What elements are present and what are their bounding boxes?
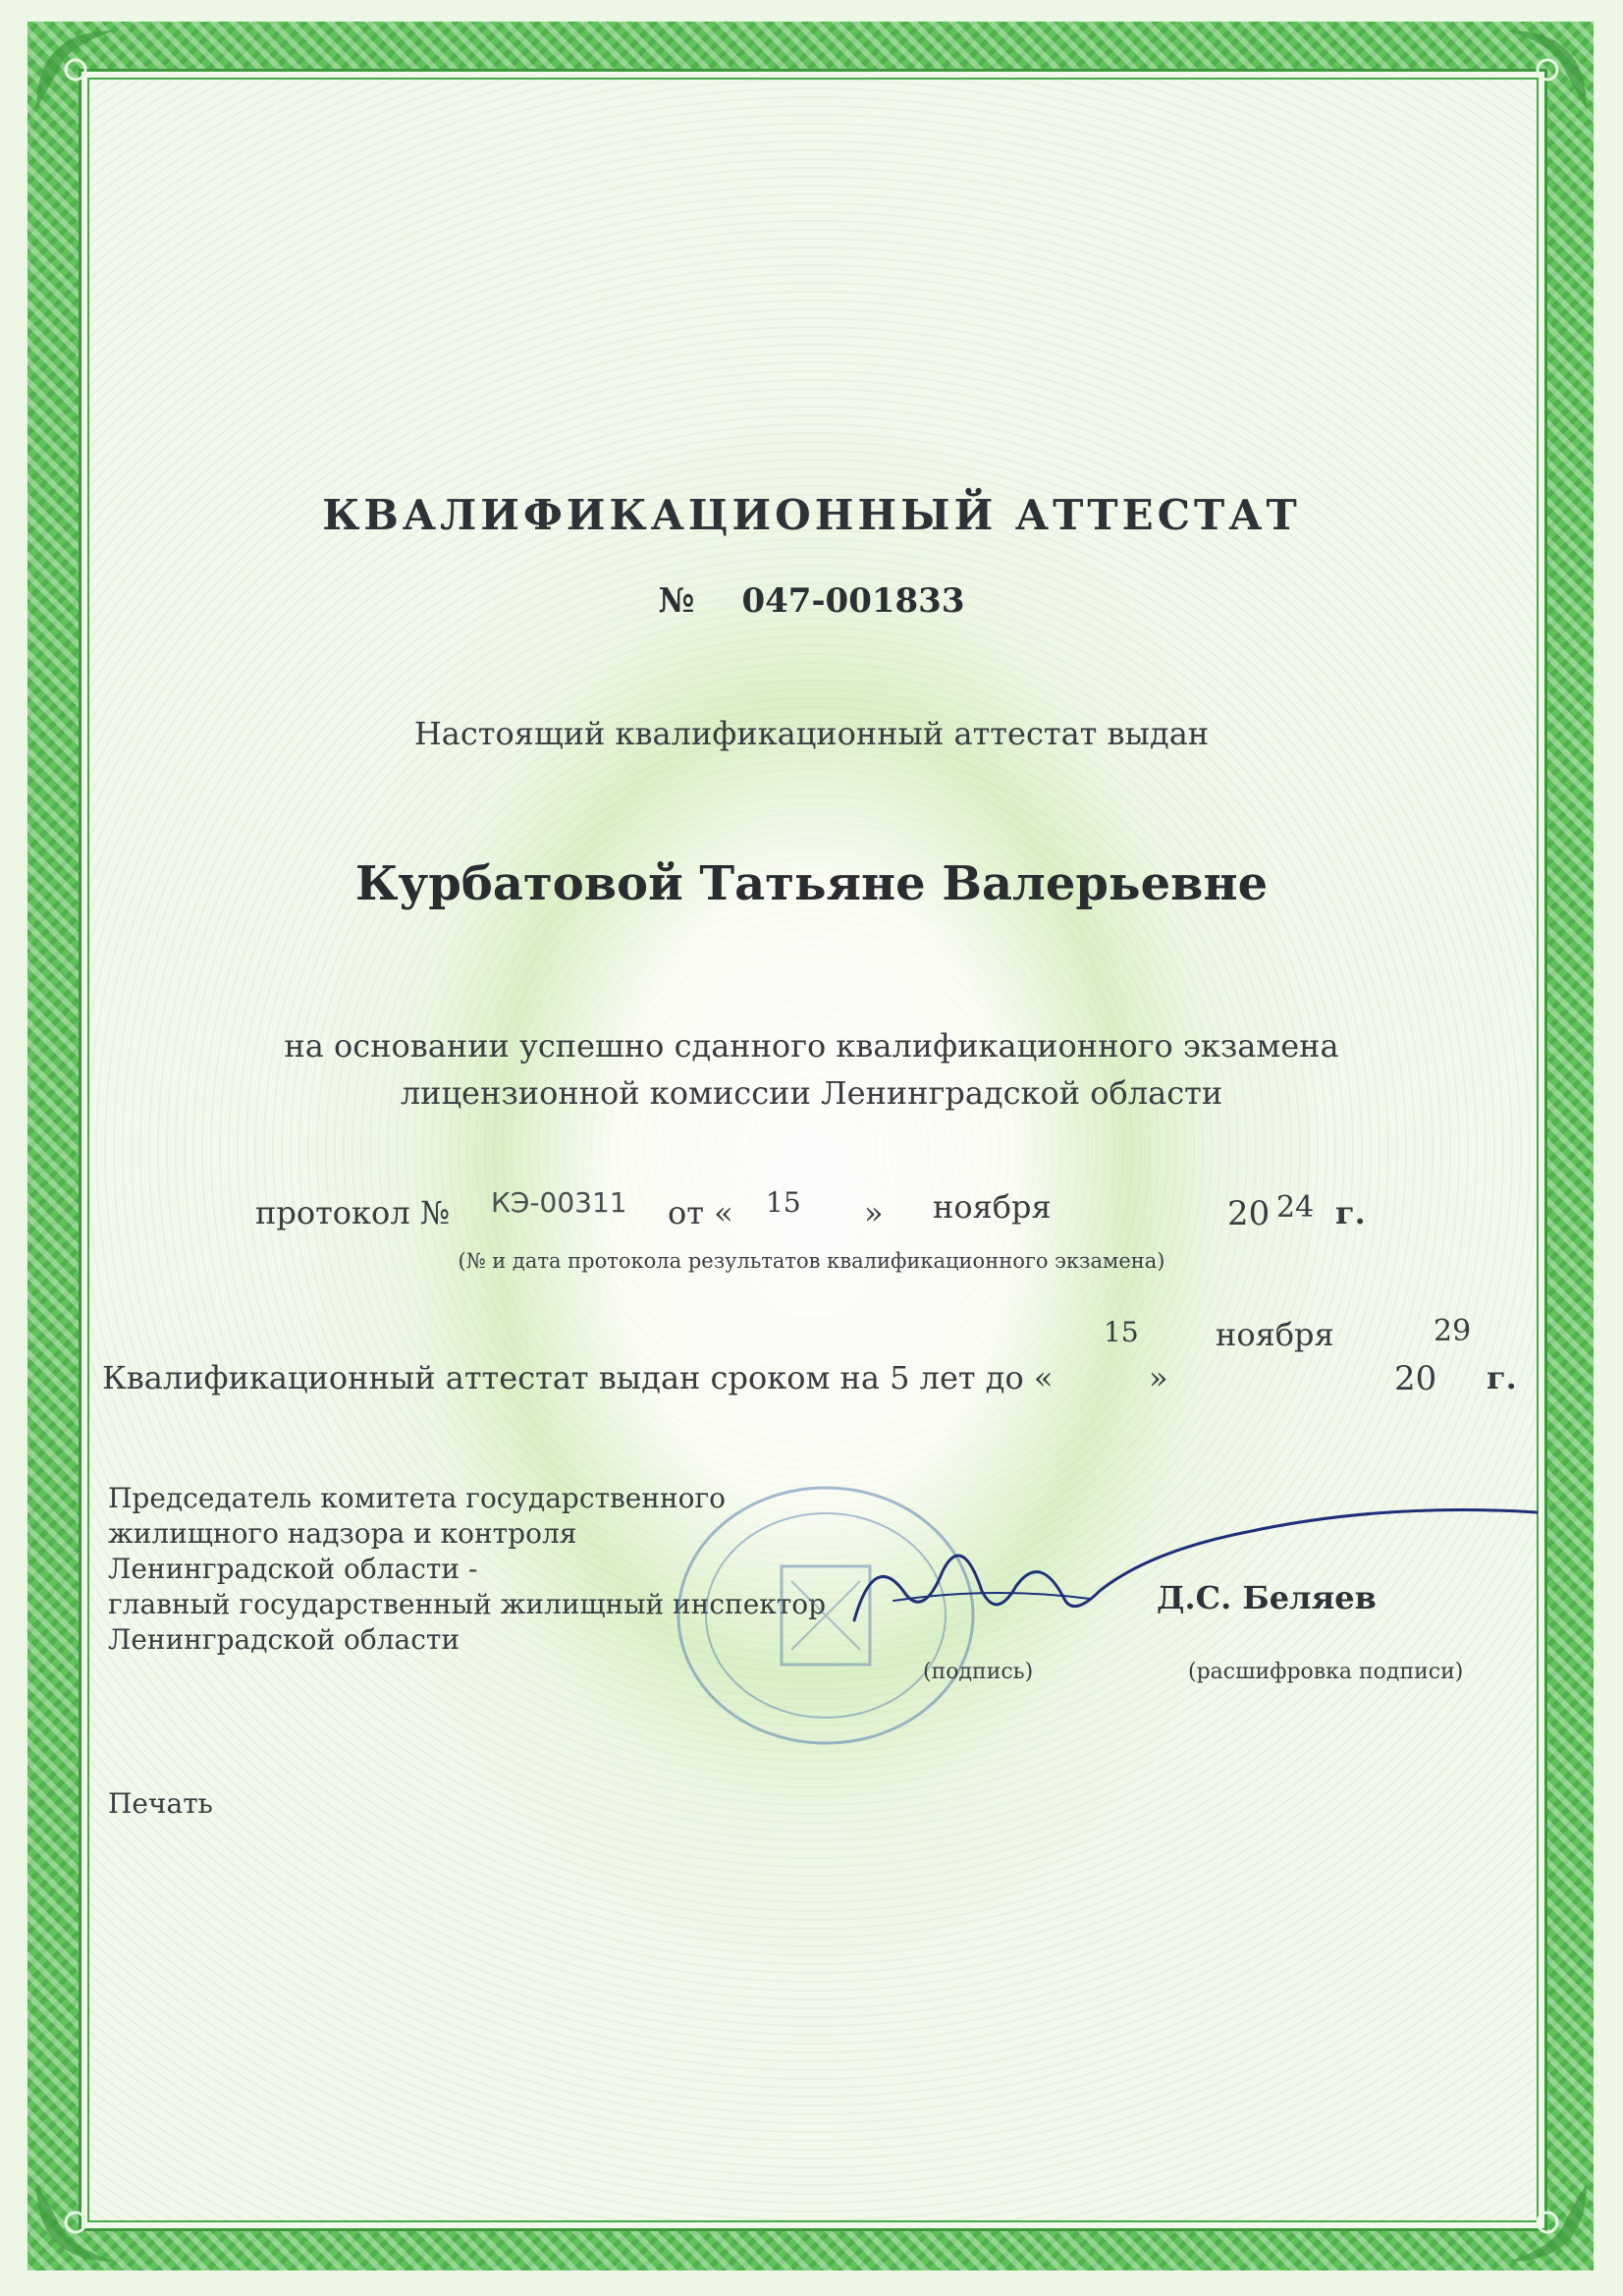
protocol-year-end: г. [1335,1194,1366,1231]
basis-line-2: лицензионной комиссии Ленинградской области [400,1074,1223,1112]
certificate-paper [79,69,1547,2231]
protocol-day: 15 [766,1186,801,1219]
validity-text: Квалификационный аттестат выдан сроком на 5 лет до « [102,1359,1054,1396]
handwritten-signature [835,1493,1551,1640]
basis-line-1: на основании успешно сданного квалификационного экзамена [284,1027,1339,1065]
protocol-year-suffix: 24 [1276,1190,1315,1225]
validity-day: 15 [1104,1316,1139,1348]
certificate-number: 047-001833 [741,581,965,621]
validity-month: ноября [1216,1316,1334,1353]
corner-ornament-icon [31,26,120,114]
certificate-number-line [0,581,1623,621]
validity-year-end: г. [1487,1359,1517,1396]
position-line: жилищного надзора и контроля [108,1517,577,1550]
protocol-month: ноября [933,1188,1052,1226]
position-line: Ленинградской области [108,1623,460,1656]
recipient-name: Курбатовой Татьяне Валерьевне [354,856,1269,911]
validity-year-suffix: 29 [1434,1314,1472,1348]
protocol-from: от « [668,1194,733,1231]
validity-close-quote: » [1149,1359,1168,1396]
protocol-label: протокол № [255,1194,451,1231]
position-line: Ленинградской области - [108,1553,478,1585]
signature-decoding-caption: (расшифровка подписи) [1188,1660,1464,1684]
number-sign: № [658,581,695,621]
position-line: главный государственный жилищный инспектор [108,1588,827,1620]
issued-statement: Настоящий квалификационный аттестат выдан [413,715,1210,752]
signer-name: Д.С. Беляев [1157,1579,1377,1616]
corner-ornament-icon [1503,2178,1592,2267]
protocol-close-quote: » [864,1194,884,1231]
corner-ornament-icon [1503,26,1592,114]
certificate-title: КВАЛИФИКАЦИОННЫЙ АТТЕСТАТ [322,491,1301,539]
stamp-label: Печать [108,1787,213,1820]
protocol-hint: (№ и дата протокола результатов квалификационного экзамена) [458,1249,1165,1273]
protocol-number: КЭ-00311 [491,1186,627,1219]
validity-year-prefix: 20 [1394,1359,1437,1398]
corner-ornament-icon [31,2178,120,2267]
protocol-year-prefix: 20 [1227,1194,1271,1233]
position-line: Председатель комитета государственного [108,1482,727,1514]
signature-caption: (подпись) [923,1660,1034,1684]
